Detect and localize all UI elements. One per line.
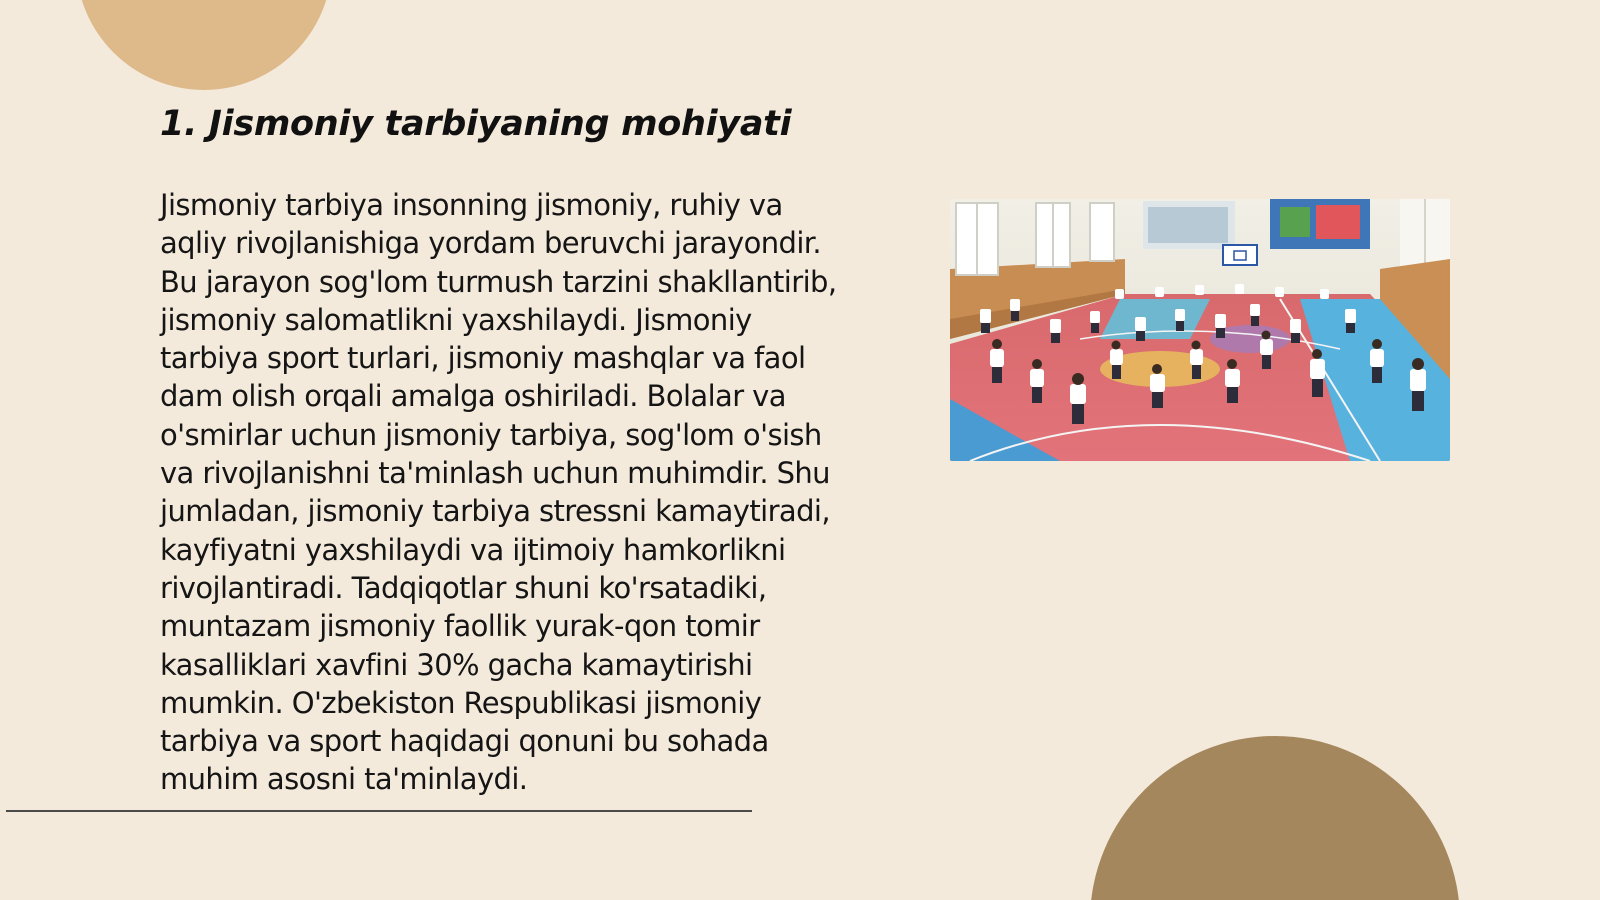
horizontal-rule (6, 810, 752, 812)
slide-body-text: Jismoniy tarbiya insonning jismoniy, ruhiy va aqliy rivojlanishiga yordam beruvchi jarayondir. Bu jarayon sog'lom turmush tarzini shakllantirib, jismoniy salomatlikni yaxshilaydi. Jismoniy tarbiya sport turlari, jismoniy mashqlar va faol dam olish orqali amalga oshiriladi. Bolalar va o'smirlar uchun jismoniy tarbiya, sog'lom o'sish va rivojlanishni ta'minlash uchun muhimdir. Shu jumladan, jismoniy tarbiya stressni kamaytiradi, kayfiyatni yaxshilaydi va ijtimoiy hamkorlikni rivojlantiradi. Tadqiqotlar shuni ko'rsatadiki, muntazam jismoniy faollik yurak-qon tomir kasalliklari xavfini 30% gacha kamaytirishi mumkin. O'zbekiston Respublikasi jismoniy tarbiya va sport haqidagi qonuni bu sohada muhim asosni ta'minlaydi. (160, 188, 837, 797)
decorative-circle-bottom (1090, 736, 1460, 900)
slide-title: 1. Jismoniy tarbiyaning mohiyati (160, 104, 792, 144)
decorative-circle-top (76, 0, 332, 90)
gym-exercise-photo (950, 199, 1450, 461)
